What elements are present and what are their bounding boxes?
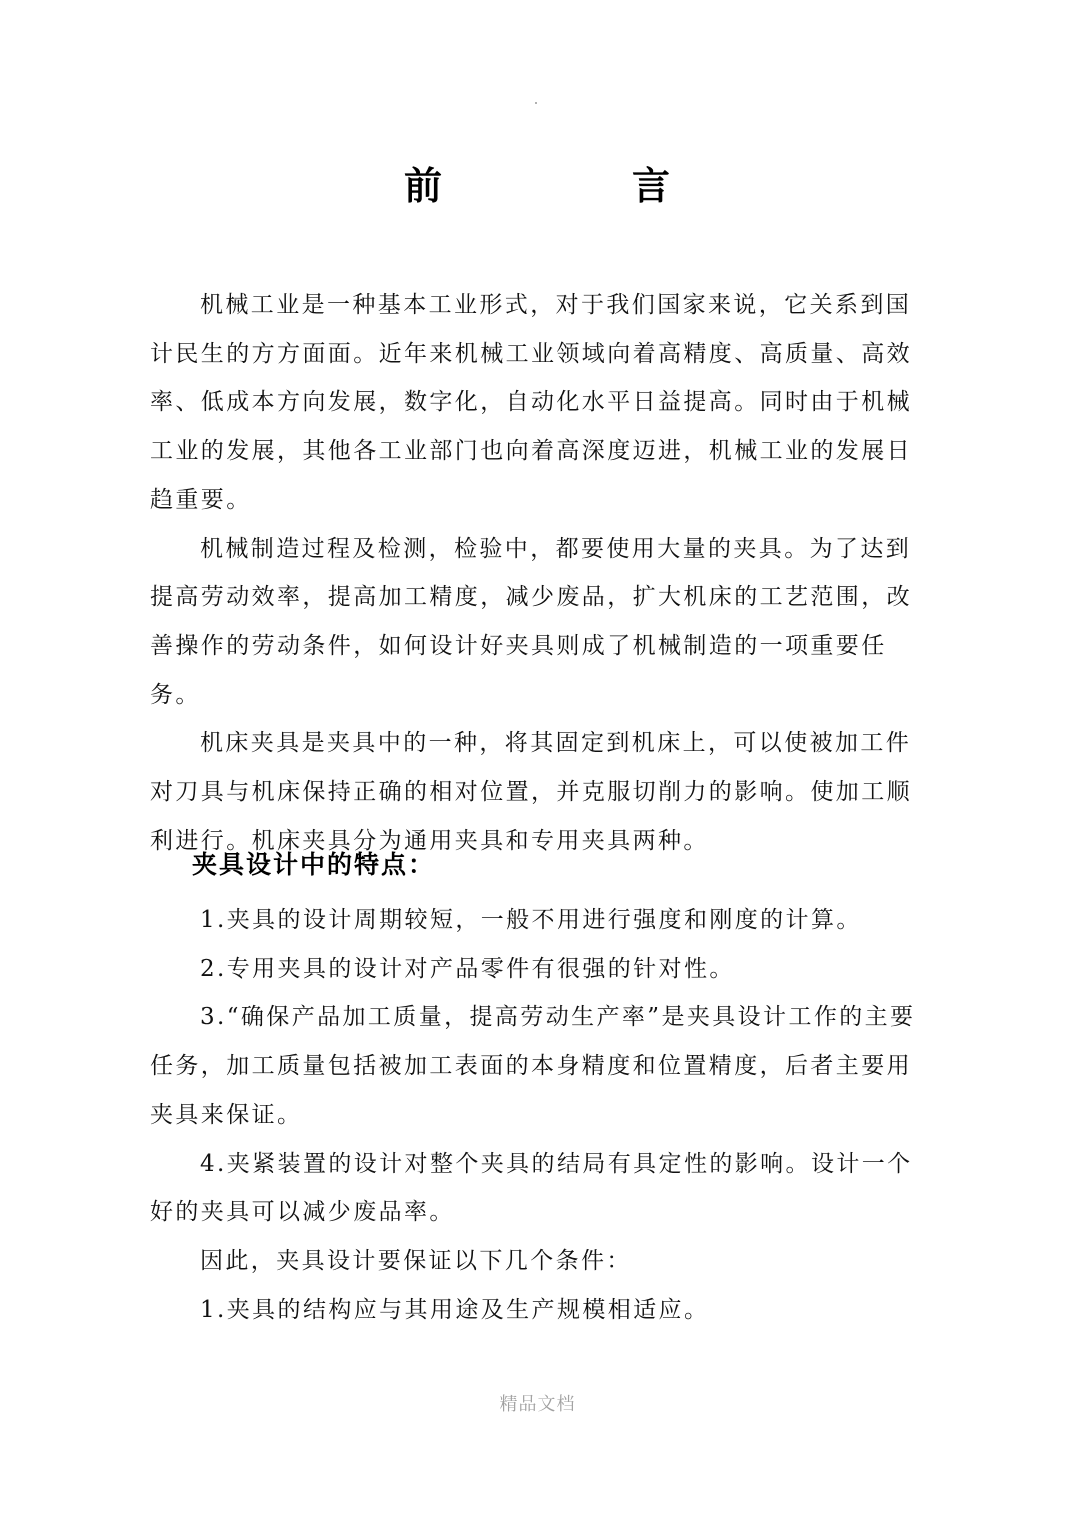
feature-item-3: 3.“确保产品加工质量，提高劳动生产率”是夹具设计工作的主要任务，加工质量包括被加工表面的本身精度和位置精度，后者主要用夹具来保证。 [150, 1004, 916, 1128]
title-char-2: 言 [632, 163, 671, 208]
intro-section [150, 281, 930, 865]
header-mark [535, 102, 537, 104]
intro-paragraph-3: 机床夹具是夹具中的一种，将其固定到机床上，可以使被加工件对刀具与机床保持正确的相对位置，并克服切削力的影响。使加工顺利进行。机床夹具分为通用夹具和专用夹具两种。 [150, 730, 912, 854]
feature-item-2: 2.专用夹具的设计对产品零件有很强的针对性。 [200, 955, 735, 982]
page-title [0, 155, 1075, 211]
condition-item-1: 1.夹具的结构应与其用途及生产规模相适应。 [200, 1296, 710, 1323]
page-footer: 精品文档 [499, 1394, 576, 1415]
title-char-1: 前 [404, 163, 443, 208]
intro-paragraph-1: 机械工业是一种基本工业形式，对于我们国家来说，它关系到国计民生的方方面面。近年来机械工业领域向着高精度、高质量、高效率、低成本方向发展，数字化，自动化水平日益提高。同时由于机械工业的发展，其他各工业部门也向着高深度迈进，机械工业的发展日趋重要。 [150, 292, 912, 513]
feature-item-1: 1.夹具的设计周期较短，一般不用进行强度和刚度的计算。 [200, 907, 862, 933]
conditions-intro: 因此，夹具设计要保证以下几个条件： [200, 1247, 632, 1274]
intro-paragraph-2: 机械制造过程及检测，检验中，都要使用大量的夹具。为了达到提高劳动效率，提高加工精度，减少废品，扩大机床的工艺范围，改善操作的劳动条件，如何设计好夹具则成了机械制造的一项重要任务。 [150, 535, 912, 708]
feature-item-4: 4.夹紧装置的设计对整个夹具的结局有具定性的影响。设计一个好的夹具可以减少废品率。 [150, 1150, 913, 1226]
features-section [150, 896, 930, 1334]
section-heading: 夹具设计中的特点： [192, 850, 436, 879]
